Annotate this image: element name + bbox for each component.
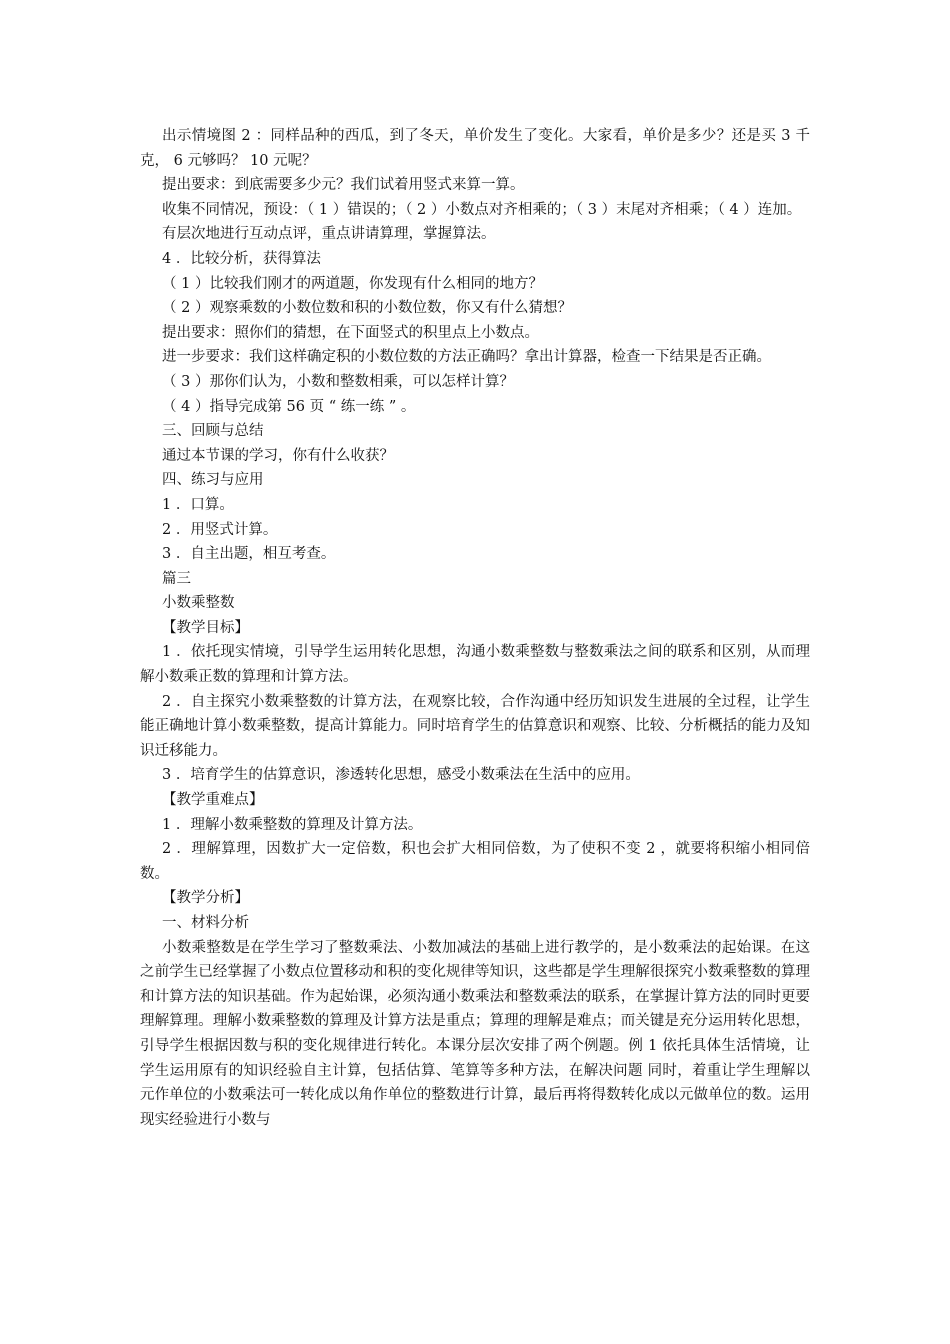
- list-item: 2 ．自主探究小数乘整数的计算方法，在观察比较，合作沟通中经历知识发生进展的全过程，让学生能正确地计算小数乘整数，提高计算能力。同时培育学生的估算意识和观察、比较、分析概括的能力及知识迁移能力。: [140, 693, 810, 759]
- section-heading: 篇三: [162, 570, 191, 587]
- section-heading: 【教学分析】: [162, 890, 249, 907]
- paragraph: 通过本节课的学习，你有什么收获？: [162, 447, 394, 464]
- paragraph: 有层次地进行互动点评，重点讲请算理，掌握算法。: [162, 226, 496, 243]
- section-heading: 【教学重难点】: [162, 792, 264, 809]
- paragraph: 提出要求：到底需要多少元？我们试着用竖式来算一算。: [162, 177, 525, 194]
- paragraph: 提出要求：照你们的猜想，在下面竖式的积里点上小数点。: [162, 324, 539, 341]
- list-item: 2 ．用竖式计算。: [162, 521, 278, 538]
- list-item: 1 ．口算。: [162, 496, 234, 513]
- paragraph: 出示情境图 2 ：同样品种的西瓜，到了冬天，单价发生了变化。大家看，单价是多少？还是买 3 千克， 6 元够吗？ 10 元呢？: [140, 128, 810, 169]
- paragraph: （ 2 ）观察乘数的小数位数和积的小数位数，你又有什么猜想？: [162, 300, 572, 317]
- paragraph: 小数乘整数是在学生学习了整数乘法、小数加减法的基础上进行教学的，是小数乘法的起始课。在这之前学生已经掌握了小数点位置移动和积的变化规律等知识，这些都是学生理解很探究小数乘整数的算理和计算方法的知识基础。作为起始课，必须沟通小数乘法和整数乘法的联系，在掌握计算方法的同时更要理解算理。理解小数乘整数的算理及计算方法是重点；算理的理解是难点；而关键是充分运用转化思想，引导学生根据因数与积的变化规律进行转化。本课分层次安排了两个例题。例 1 依托具体生活情境，让学生运用原有的知识经验自主计算，包括估算、笔算等多种方法，在解决问题 同时，着重让学生理解以元作单位的小数乘法可一转化成以角作单位的整数进行计算，最后再将得数转化成以元做单位的数。运用现实经验进行小数与: [140, 939, 810, 1128]
- paragraph: 收集不同情况，预设：（ 1 ）错误的；（ 2 ）小数点对齐相乘的；（ 3 ）末尾对齐相乘；（ 4 ）连加。: [162, 201, 802, 218]
- section-heading: 四、练习与应用: [162, 472, 264, 489]
- paragraph: （ 4 ）指导完成第 56 页 “ 练一练 ” 。: [162, 398, 416, 415]
- section-heading: 【教学目标】: [162, 619, 249, 636]
- paragraph: 进一步要求：我们这样确定积的小数位数的方法正确吗？拿出计算器，检查一下结果是否正确。: [162, 349, 771, 366]
- paragraph: （ 1 ）比较我们刚才的两道题，你发现有什么相同的地方？: [162, 275, 543, 292]
- list-item: 3 ．自主出题，相互考查。: [162, 546, 336, 563]
- list-item: 1 ．理解小数乘整数的算理及计算方法。: [162, 816, 423, 833]
- paragraph: （ 3 ）那你们认为，小数和整数相乘，可以怎样计算？: [162, 373, 514, 390]
- section-heading: 三、回顾与总结: [162, 423, 264, 440]
- list-item: 1 ．依托现实情境，引导学生运用转化思想，沟通小数乘整数与整数乘法之间的联系和区别，从而理解小数乘正数的算理和计算方法。: [140, 644, 810, 686]
- document-title: 小数乘整数: [162, 595, 235, 612]
- section-heading: 4 ．比较分析，获得算法: [162, 250, 321, 267]
- list-item: 2 ．理解算理，因数扩大一定倍数，积也会扩大相同倍数，为了使积不变 2 ，就要将积缩小相同倍数。: [140, 841, 810, 882]
- section-heading: 一、材料分析: [162, 915, 249, 931]
- list-item: 3 ．培育学生的估算意识，渗透转化思想，感受小数乘法在生活中的应用。: [162, 767, 640, 784]
